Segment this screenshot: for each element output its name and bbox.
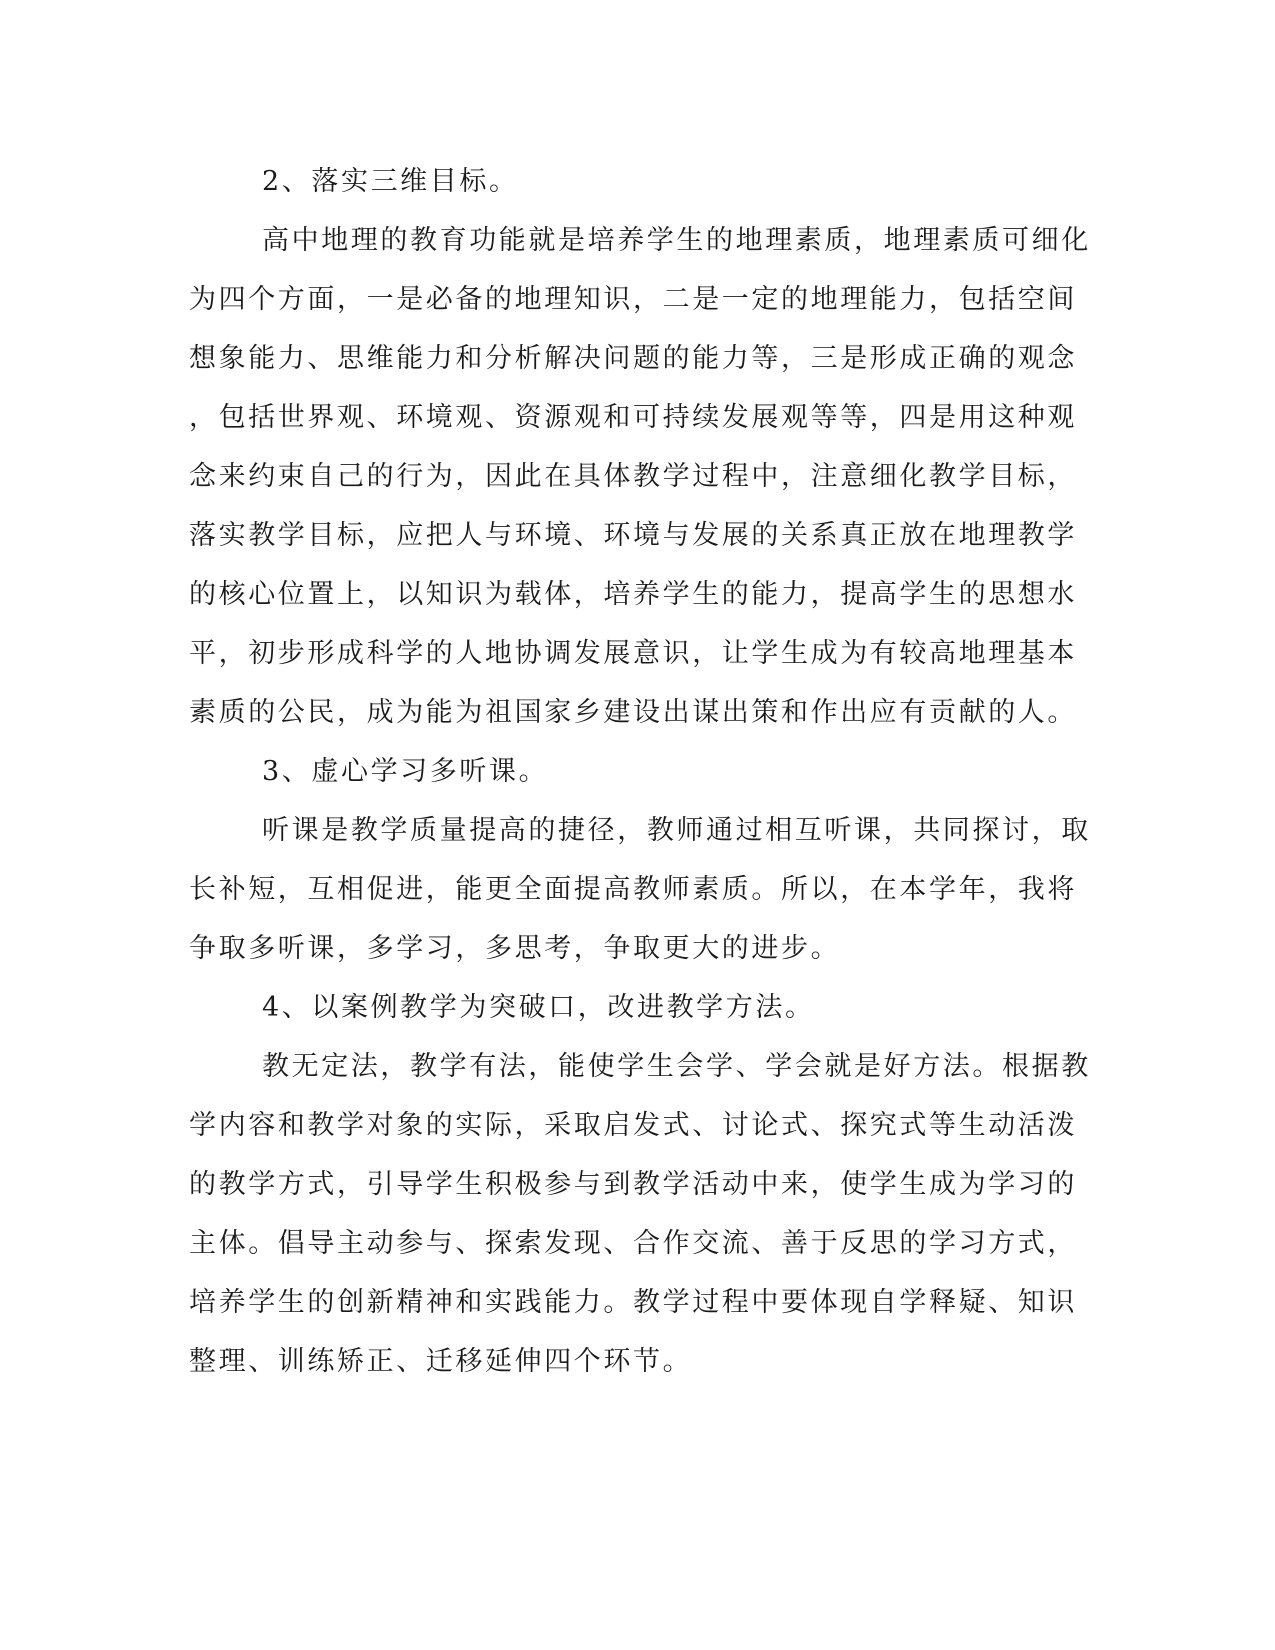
- paragraph-line: 为四个方面，一是必备的地理知识，二是一定的地理能力，包括空间: [189, 284, 1077, 315]
- paragraph-line: 的教学方式，引导学生积极参与到教学活动中来，使学生成为学习的: [189, 1169, 1077, 1200]
- paragraph-line: 的核心位置上，以知识为载体，培养学生的能力，提高学生的思想水: [189, 579, 1077, 610]
- paragraph-line: 念来约束自己的行为，因此在具体教学过程中，注意细化教学目标，: [189, 461, 1077, 492]
- paragraph-line: ，包括世界观、环境观、资源观和可持续发展观等等，四是用这种观: [189, 402, 1077, 433]
- paragraph-line: 平，初步形成科学的人地协调发展意识，让学生成为有较高地理基本: [189, 638, 1077, 669]
- paragraph-line: 争取多听课，多学习，多思考，争取更大的进步。: [189, 933, 841, 964]
- section-heading-4: 4、以案例教学为突破口，改进教学方法。: [262, 992, 815, 1023]
- paragraph-line: 素质的公民，成为能为祖国家乡建设出谋出策和作出应有贡献的人。: [189, 697, 1077, 728]
- paragraph-line: 高中地理的教育功能就是培养学生的地理素质，地理素质可细化: [262, 225, 1091, 256]
- paragraph-line: 想象能力、思维能力和分析解决问题的能力等，三是形成正确的观念: [189, 343, 1077, 374]
- paragraph-line: 长补短，互相促进，能更全面提高教师素质。所以，在本学年，我将: [189, 874, 1077, 905]
- paragraph-line: 主体。倡导主动参与、探索发现、合作交流、善于反思的学习方式，: [189, 1228, 1077, 1259]
- paragraph-line: 培养学生的创新精神和实践能力。教学过程中要体现自学释疑、知识: [189, 1287, 1077, 1318]
- paragraph-line: 教无定法，教学有法，能使学生会学、学会就是好方法。根据教: [262, 1051, 1091, 1082]
- paragraph-line: 听课是教学质量提高的捷径，教师通过相互听课，共同探讨，取: [262, 815, 1091, 846]
- paragraph-line: 整理、训练矫正、迁移延伸四个环节。: [189, 1346, 693, 1377]
- section-heading-3: 3、虚心学习多听课。: [262, 756, 549, 787]
- paragraph-line: 落实教学目标，应把人与环境、环境与发展的关系真正放在地理教学: [189, 520, 1077, 551]
- paragraph-line: 学内容和教学对象的实际，采取启发式、讨论式、探究式等生动活泼: [189, 1110, 1077, 1141]
- section-heading-2: 2、落实三维目标。: [262, 166, 519, 197]
